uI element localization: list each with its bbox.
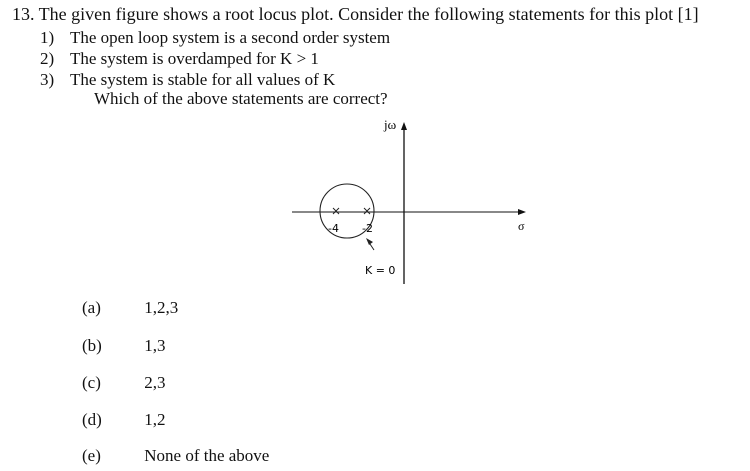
option-letter: (a) <box>82 298 101 317</box>
real-axis-arrowhead <box>518 209 526 215</box>
question-prompt: Which of the above statements are correct? <box>94 89 388 108</box>
option-a[interactable] <box>82 298 178 318</box>
option-letter: (c) <box>82 373 101 392</box>
k-zero-pointer-arrowhead <box>366 238 373 245</box>
sigma-axis-label: σ <box>518 219 525 233</box>
k-zero-label: K = 0 <box>365 264 396 277</box>
statement-number: 1) <box>40 28 55 47</box>
statement-text: The system is stable for all values of K <box>69 70 336 89</box>
option-b[interactable] <box>82 336 166 356</box>
option-letter: (d) <box>82 410 102 429</box>
pole-label-minus-2: -2 <box>362 222 373 235</box>
statement-3 <box>40 70 335 90</box>
statement-text: The system is overdamped for K > 1 <box>69 49 319 68</box>
option-text: 1,2,3 <box>144 298 179 317</box>
option-letter: (b) <box>82 336 102 355</box>
question-text: 13. The given figure shows a root locus plot. Consider the following statements for this plot [1] <box>12 4 699 24</box>
statement-2 <box>40 49 319 69</box>
option-e[interactable] <box>82 446 269 466</box>
option-text: None of the above <box>144 446 270 465</box>
pole-label-minus-4: -4 <box>328 222 339 235</box>
statement-number: 2) <box>40 49 55 68</box>
statement-1 <box>40 28 390 48</box>
statement-number: 3) <box>40 70 55 89</box>
option-text: 1,3 <box>144 336 166 355</box>
option-c[interactable] <box>82 373 166 393</box>
pole-marker-minus-2 <box>364 208 370 214</box>
statement-text: The open loop system is a second order system <box>69 28 391 47</box>
option-text: 1,2 <box>144 410 166 429</box>
imaginary-axis-arrowhead <box>401 122 407 130</box>
pole-marker-minus-4 <box>333 208 339 214</box>
option-text: 2,3 <box>144 373 166 392</box>
option-letter: (e) <box>82 446 101 465</box>
jw-axis-label: jω <box>384 117 397 132</box>
option-d[interactable] <box>82 410 166 430</box>
root-locus-figure <box>280 112 560 292</box>
